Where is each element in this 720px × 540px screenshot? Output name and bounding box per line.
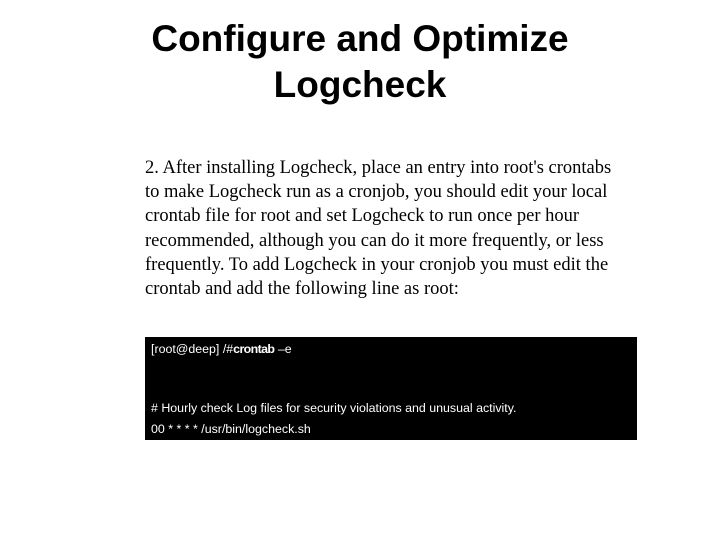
- command-args: –e: [274, 342, 292, 356]
- body-line-4: recommended, although you can do it more frequently, or less: [145, 230, 604, 251]
- command-line: [151, 342, 292, 356]
- command-name: crontab: [233, 342, 275, 356]
- slide-title: [0, 16, 720, 108]
- cron-entry: 00 * * * * /usr/bin/logcheck.sh: [151, 422, 311, 436]
- body-line-5: frequently. To add Logcheck in your cronjob you must edit the: [145, 254, 609, 275]
- body-paragraph: [145, 156, 685, 301]
- body-line-3: crontab file for root and set Logcheck to run once per hour: [145, 206, 580, 227]
- terminal-box: [145, 337, 637, 440]
- body-line-2: to make Logcheck run as a cronjob, you should edit your local: [145, 182, 608, 203]
- slide-title-line-2: Logcheck: [273, 64, 447, 105]
- shell-prompt: [root@deep] /#: [151, 342, 234, 356]
- body-line-1: 2. After installing Logcheck, place an entry into root's crontabs: [145, 158, 612, 178]
- cron-comment: # Hourly check Log files for security violations and unusual activity.: [151, 401, 517, 415]
- body-line-6: crontab and add the following line as root:: [145, 279, 459, 300]
- slide-title-line-1: Configure and Optimize: [151, 18, 569, 59]
